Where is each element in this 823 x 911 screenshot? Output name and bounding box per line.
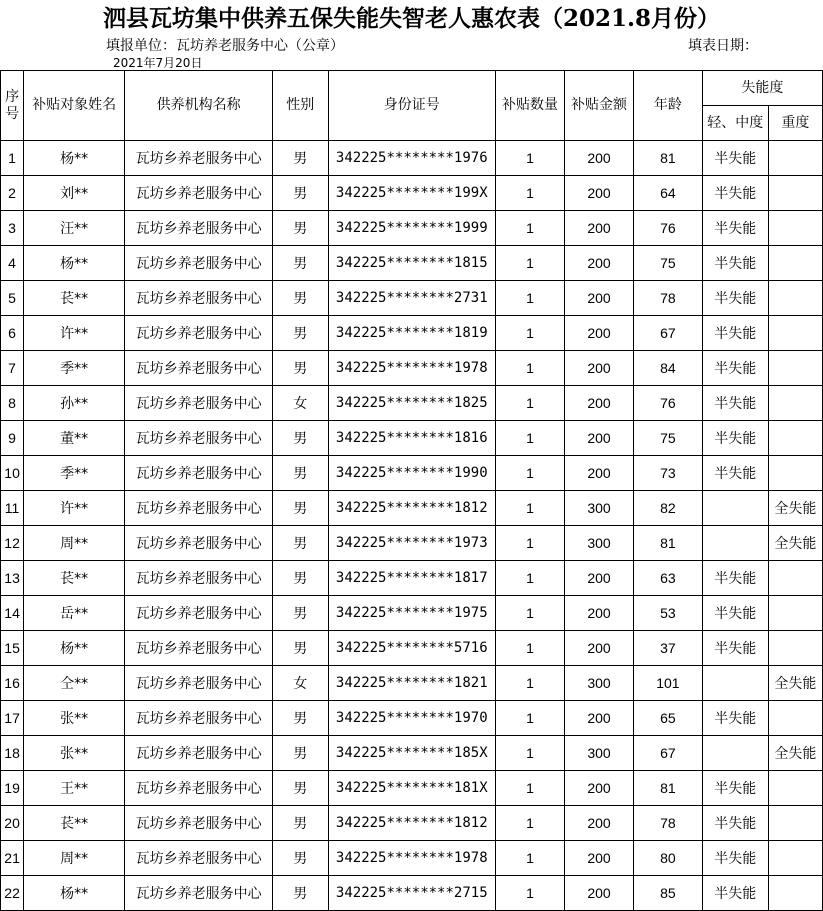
row-gender: 男 (273, 456, 328, 491)
row-amount: 200 (565, 456, 634, 491)
row-age: 67 (634, 736, 703, 771)
fill-date-label: 填表日期： (688, 38, 758, 54)
row-seq: 18 (1, 736, 24, 771)
row-gender: 男 (273, 141, 328, 176)
row-heavy-disability (768, 561, 822, 596)
row-name: 刘** (24, 176, 125, 211)
row-light-disability: 半失能 (702, 141, 768, 176)
row-gender: 男 (273, 876, 328, 911)
table-row (1, 841, 823, 876)
row-qty: 1 (496, 806, 565, 841)
row-name: 仝** (24, 666, 125, 701)
row-gender: 男 (273, 596, 328, 631)
row-gender: 男 (273, 491, 328, 526)
row-id-number: 342225********1970 (328, 701, 496, 736)
row-heavy-disability (768, 456, 822, 491)
row-qty: 1 (496, 351, 565, 386)
row-age: 64 (634, 176, 703, 211)
row-light-disability: 半失能 (702, 176, 768, 211)
row-age: 101 (634, 666, 703, 701)
reporting-unit: 填报单位：瓦坊养老服务中心（公章） (106, 38, 344, 54)
row-org: 瓦坊乡养老服务中心 (125, 771, 273, 806)
row-qty: 1 (496, 316, 565, 351)
sheet-title: 泗县瓦坊集中供养五保失能失智老人惠农表（2021.8月份） (102, 5, 721, 32)
row-seq: 3 (1, 211, 24, 246)
row-seq: 2 (1, 176, 24, 211)
row-name: 苌** (24, 806, 125, 841)
row-org: 瓦坊乡养老服务中心 (125, 806, 273, 841)
row-name: 张** (24, 736, 125, 771)
row-light-disability (702, 666, 768, 701)
row-gender: 男 (273, 736, 328, 771)
col-header-org: 供养机构名称 (125, 71, 273, 141)
col-header-gender: 性别 (273, 71, 328, 141)
row-org: 瓦坊乡养老服务中心 (125, 561, 273, 596)
col-header-qty: 补贴数量 (496, 71, 565, 141)
row-age: 80 (634, 841, 703, 876)
row-name: 杨** (24, 876, 125, 911)
table-row (1, 561, 823, 596)
row-id-number: 342225********185X (328, 736, 496, 771)
row-gender: 男 (273, 246, 328, 281)
col-header-light: 轻、中度 (702, 106, 768, 141)
table-row (1, 421, 823, 456)
row-qty: 1 (496, 491, 565, 526)
row-qty: 1 (496, 526, 565, 561)
row-heavy-disability (768, 771, 822, 806)
row-light-disability: 半失能 (702, 561, 768, 596)
row-light-disability: 半失能 (702, 281, 768, 316)
row-light-disability (702, 526, 768, 561)
row-org: 瓦坊乡养老服务中心 (125, 246, 273, 281)
table-row (1, 771, 823, 806)
row-amount: 300 (565, 526, 634, 561)
row-name: 杨** (24, 141, 125, 176)
table-row (1, 141, 823, 176)
row-age: 81 (634, 526, 703, 561)
row-id-number: 342225********1990 (328, 456, 496, 491)
row-heavy-disability (768, 421, 822, 456)
table-row (1, 491, 823, 526)
row-qty: 1 (496, 701, 565, 736)
row-seq: 8 (1, 386, 24, 421)
row-seq: 20 (1, 806, 24, 841)
row-id-number: 342225********5716 (328, 631, 496, 666)
row-heavy-disability: 全失能 (768, 736, 822, 771)
row-heavy-disability: 全失能 (768, 491, 822, 526)
row-amount: 200 (565, 771, 634, 806)
row-seq: 1 (1, 141, 24, 176)
row-org: 瓦坊乡养老服务中心 (125, 421, 273, 456)
row-light-disability: 半失能 (702, 386, 768, 421)
row-age: 75 (634, 246, 703, 281)
row-seq: 14 (1, 596, 24, 631)
row-seq: 12 (1, 526, 24, 561)
row-amount: 200 (565, 211, 634, 246)
row-org: 瓦坊乡养老服务中心 (125, 211, 273, 246)
row-seq: 17 (1, 701, 24, 736)
row-light-disability (702, 491, 768, 526)
row-qty: 1 (496, 561, 565, 596)
row-light-disability: 半失能 (702, 246, 768, 281)
col-header-seq: 序号 (1, 71, 24, 141)
row-seq: 5 (1, 281, 24, 316)
row-light-disability: 半失能 (702, 771, 768, 806)
row-qty: 1 (496, 211, 565, 246)
row-org: 瓦坊乡养老服务中心 (125, 736, 273, 771)
row-light-disability: 半失能 (702, 631, 768, 666)
row-id-number: 342225********1976 (328, 141, 496, 176)
row-heavy-disability: 全失能 (768, 526, 822, 561)
row-qty: 1 (496, 176, 565, 211)
row-org: 瓦坊乡养老服务中心 (125, 281, 273, 316)
row-age: 78 (634, 806, 703, 841)
row-seq: 22 (1, 876, 24, 911)
row-name: 苌** (24, 561, 125, 596)
row-name: 许** (24, 316, 125, 351)
col-header-id: 身份证号 (328, 71, 496, 141)
row-id-number: 342225********1812 (328, 491, 496, 526)
row-org: 瓦坊乡养老服务中心 (125, 141, 273, 176)
row-qty: 1 (496, 421, 565, 456)
row-amount: 200 (565, 386, 634, 421)
table-row (1, 631, 823, 666)
row-id-number: 342225********1825 (328, 386, 496, 421)
row-seq: 13 (1, 561, 24, 596)
row-light-disability: 半失能 (702, 876, 768, 911)
row-name: 岳** (24, 596, 125, 631)
row-light-disability: 半失能 (702, 316, 768, 351)
row-amount: 200 (565, 281, 634, 316)
row-seq: 4 (1, 246, 24, 281)
row-gender: 男 (273, 631, 328, 666)
row-amount: 200 (565, 351, 634, 386)
row-light-disability: 半失能 (702, 351, 768, 386)
subsidy-table (0, 70, 823, 911)
row-gender: 男 (273, 771, 328, 806)
row-heavy-disability (768, 386, 822, 421)
row-name: 董** (24, 421, 125, 456)
row-org: 瓦坊乡养老服务中心 (125, 631, 273, 666)
table-row (1, 351, 823, 386)
row-id-number: 342225********2731 (328, 281, 496, 316)
row-heavy-disability (768, 351, 822, 386)
row-heavy-disability (768, 316, 822, 351)
row-age: 82 (634, 491, 703, 526)
row-age: 67 (634, 316, 703, 351)
row-qty: 1 (496, 631, 565, 666)
row-age: 81 (634, 771, 703, 806)
row-qty: 1 (496, 841, 565, 876)
row-id-number: 342225********1821 (328, 666, 496, 701)
row-org: 瓦坊乡养老服务中心 (125, 596, 273, 631)
row-org: 瓦坊乡养老服务中心 (125, 351, 273, 386)
row-gender: 女 (273, 666, 328, 701)
row-amount: 200 (565, 561, 634, 596)
table-row (1, 736, 823, 771)
row-gender: 男 (273, 421, 328, 456)
row-light-disability: 半失能 (702, 806, 768, 841)
row-heavy-disability (768, 631, 822, 666)
row-name: 季** (24, 351, 125, 386)
table-row (1, 246, 823, 281)
row-amount: 200 (565, 141, 634, 176)
row-light-disability: 半失能 (702, 211, 768, 246)
row-heavy-disability (768, 176, 822, 211)
row-org: 瓦坊乡养老服务中心 (125, 176, 273, 211)
row-heavy-disability (768, 281, 822, 316)
col-header-age: 年龄 (634, 71, 703, 141)
row-amount: 300 (565, 666, 634, 701)
row-name: 周** (24, 526, 125, 561)
row-seq: 19 (1, 771, 24, 806)
row-id-number: 342225********1819 (328, 316, 496, 351)
row-age: 63 (634, 561, 703, 596)
row-light-disability: 半失能 (702, 701, 768, 736)
row-name: 杨** (24, 246, 125, 281)
row-gender: 男 (273, 701, 328, 736)
row-heavy-disability (768, 701, 822, 736)
row-gender: 男 (273, 176, 328, 211)
row-gender: 男 (273, 316, 328, 351)
row-name: 汪** (24, 211, 125, 246)
row-age: 75 (634, 421, 703, 456)
row-qty: 1 (496, 141, 565, 176)
col-header-name: 补贴对象姓名 (24, 71, 125, 141)
row-org: 瓦坊乡养老服务中心 (125, 491, 273, 526)
row-amount: 200 (565, 876, 634, 911)
col-header-amount: 补贴金额 (565, 71, 634, 141)
row-gender: 男 (273, 211, 328, 246)
row-id-number: 342225********199X (328, 176, 496, 211)
row-id-number: 342225********1999 (328, 211, 496, 246)
table-row (1, 281, 823, 316)
row-id-number: 342225********1978 (328, 841, 496, 876)
row-amount: 200 (565, 316, 634, 351)
col-header-disability: 失能度 (702, 71, 822, 106)
row-age: 84 (634, 351, 703, 386)
row-org: 瓦坊乡养老服务中心 (125, 876, 273, 911)
row-seq: 15 (1, 631, 24, 666)
row-age: 73 (634, 456, 703, 491)
row-heavy-disability (768, 806, 822, 841)
row-org: 瓦坊乡养老服务中心 (125, 386, 273, 421)
row-light-disability: 半失能 (702, 596, 768, 631)
row-id-number: 342225********181X (328, 771, 496, 806)
table-row (1, 526, 823, 561)
row-age: 81 (634, 141, 703, 176)
row-name: 王** (24, 771, 125, 806)
row-id-number: 342225********1812 (328, 806, 496, 841)
row-heavy-disability (768, 246, 822, 281)
row-light-disability: 半失能 (702, 421, 768, 456)
row-gender: 男 (273, 561, 328, 596)
row-gender: 男 (273, 281, 328, 316)
row-qty: 1 (496, 456, 565, 491)
row-qty: 1 (496, 666, 565, 701)
fill-date: 2021年7月20日 (113, 56, 203, 70)
row-id-number: 342225********2715 (328, 876, 496, 911)
row-name: 杨** (24, 631, 125, 666)
row-age: 85 (634, 876, 703, 911)
row-seq: 9 (1, 421, 24, 456)
table-row (1, 666, 823, 701)
row-seq: 16 (1, 666, 24, 701)
row-amount: 200 (565, 701, 634, 736)
row-org: 瓦坊乡养老服务中心 (125, 316, 273, 351)
row-org: 瓦坊乡养老服务中心 (125, 526, 273, 561)
row-heavy-disability: 全失能 (768, 666, 822, 701)
row-age: 76 (634, 386, 703, 421)
row-gender: 男 (273, 841, 328, 876)
row-amount: 200 (565, 806, 634, 841)
row-seq: 10 (1, 456, 24, 491)
row-seq: 6 (1, 316, 24, 351)
row-gender: 男 (273, 806, 328, 841)
row-amount: 200 (565, 596, 634, 631)
row-qty: 1 (496, 281, 565, 316)
table-row (1, 211, 823, 246)
table-row (1, 176, 823, 211)
row-name: 周** (24, 841, 125, 876)
table-row (1, 701, 823, 736)
row-qty: 1 (496, 386, 565, 421)
row-heavy-disability (768, 876, 822, 911)
row-amount: 200 (565, 631, 634, 666)
row-id-number: 342225********1975 (328, 596, 496, 631)
row-heavy-disability (768, 596, 822, 631)
table-row (1, 316, 823, 351)
row-amount: 200 (565, 246, 634, 281)
row-amount: 200 (565, 176, 634, 211)
row-id-number: 342225********1817 (328, 561, 496, 596)
row-name: 季** (24, 456, 125, 491)
row-light-disability (702, 736, 768, 771)
row-gender: 女 (273, 386, 328, 421)
table-row (1, 386, 823, 421)
row-id-number: 342225********1816 (328, 421, 496, 456)
row-age: 65 (634, 701, 703, 736)
row-heavy-disability (768, 841, 822, 876)
row-id-number: 342225********1815 (328, 246, 496, 281)
row-id-number: 342225********1973 (328, 526, 496, 561)
row-age: 53 (634, 596, 703, 631)
row-amount: 200 (565, 421, 634, 456)
row-seq: 7 (1, 351, 24, 386)
row-seq: 11 (1, 491, 24, 526)
row-age: 37 (634, 631, 703, 666)
row-age: 78 (634, 281, 703, 316)
row-qty: 1 (496, 736, 565, 771)
row-amount: 200 (565, 841, 634, 876)
row-heavy-disability (768, 141, 822, 176)
table-row (1, 876, 823, 911)
row-id-number: 342225********1978 (328, 351, 496, 386)
row-qty: 1 (496, 771, 565, 806)
row-qty: 1 (496, 596, 565, 631)
row-amount: 300 (565, 491, 634, 526)
row-gender: 男 (273, 351, 328, 386)
row-name: 孙** (24, 386, 125, 421)
table-row (1, 596, 823, 631)
row-gender: 男 (273, 526, 328, 561)
row-light-disability: 半失能 (702, 841, 768, 876)
row-seq: 21 (1, 841, 24, 876)
row-org: 瓦坊乡养老服务中心 (125, 701, 273, 736)
row-name: 苌** (24, 281, 125, 316)
row-name: 张** (24, 701, 125, 736)
col-header-heavy: 重度 (768, 106, 822, 141)
row-light-disability: 半失能 (702, 456, 768, 491)
row-org: 瓦坊乡养老服务中心 (125, 666, 273, 701)
table-row (1, 806, 823, 841)
table-row (1, 456, 823, 491)
row-amount: 300 (565, 736, 634, 771)
row-qty: 1 (496, 876, 565, 911)
row-org: 瓦坊乡养老服务中心 (125, 456, 273, 491)
row-age: 76 (634, 211, 703, 246)
row-name: 许** (24, 491, 125, 526)
row-heavy-disability (768, 211, 822, 246)
row-org: 瓦坊乡养老服务中心 (125, 841, 273, 876)
row-qty: 1 (496, 246, 565, 281)
